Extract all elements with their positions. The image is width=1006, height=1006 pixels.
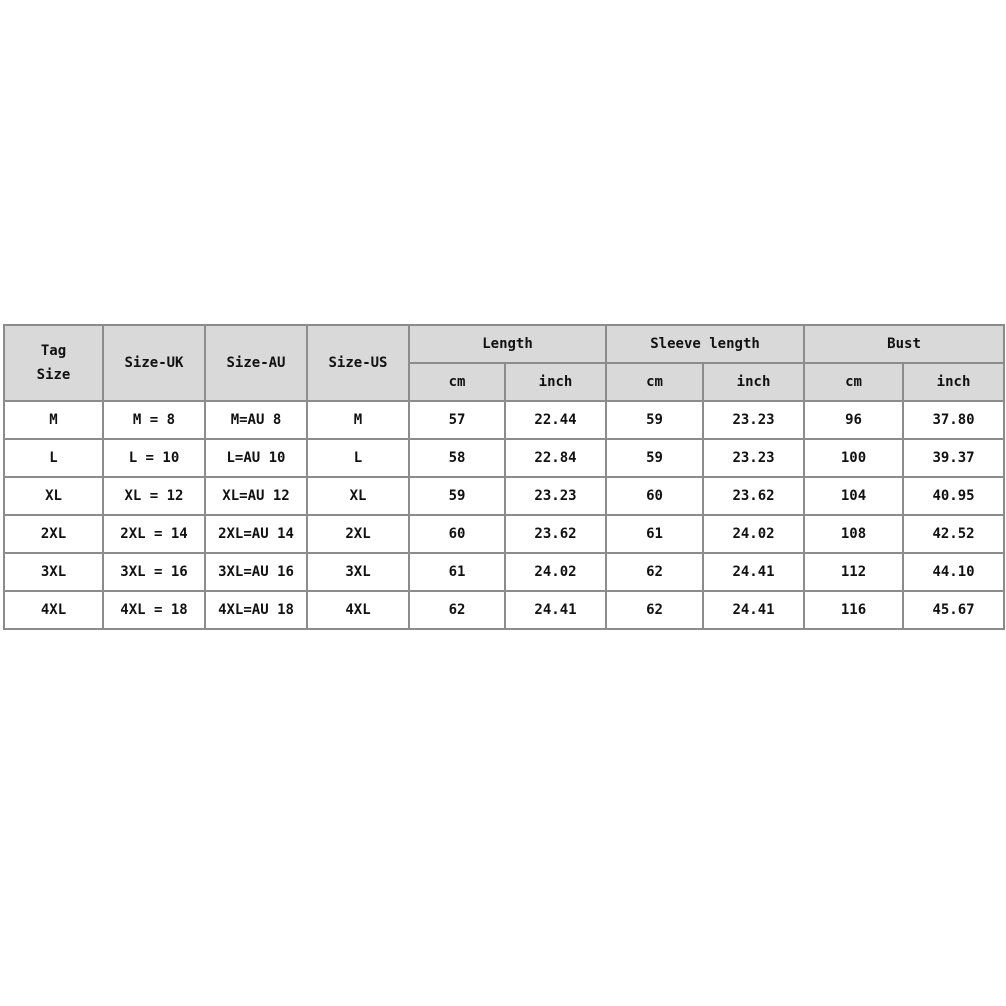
cell-tag-size: M bbox=[4, 401, 103, 439]
cell-length-inch: 24.02 bbox=[505, 553, 606, 591]
cell-bust-inch: 37.80 bbox=[903, 401, 1004, 439]
cell-length-inch: 24.41 bbox=[505, 591, 606, 629]
cell-length-cm: 62 bbox=[409, 591, 505, 629]
cell-size-au: XL=AU 12 bbox=[205, 477, 307, 515]
header-size-au: Size-AU bbox=[205, 325, 307, 401]
cell-sleeve-inch: 23.23 bbox=[703, 439, 804, 477]
cell-bust-inch: 44.10 bbox=[903, 553, 1004, 591]
cell-size-au: M=AU 8 bbox=[205, 401, 307, 439]
cell-length-cm: 61 bbox=[409, 553, 505, 591]
cell-sleeve-cm: 62 bbox=[606, 591, 703, 629]
header-row-top bbox=[4, 325, 1004, 363]
cell-length-inch: 23.23 bbox=[505, 477, 606, 515]
cell-tag-size: L bbox=[4, 439, 103, 477]
cell-size-uk: 3XL = 16 bbox=[103, 553, 205, 591]
cell-sleeve-cm: 62 bbox=[606, 553, 703, 591]
cell-length-cm: 59 bbox=[409, 477, 505, 515]
cell-tag-size: 4XL bbox=[4, 591, 103, 629]
cell-size-uk: 4XL = 18 bbox=[103, 591, 205, 629]
cell-size-au: L=AU 10 bbox=[205, 439, 307, 477]
cell-bust-cm: 100 bbox=[804, 439, 903, 477]
cell-bust-inch: 39.37 bbox=[903, 439, 1004, 477]
cell-size-us: M bbox=[307, 401, 409, 439]
cell-sleeve-inch: 23.23 bbox=[703, 401, 804, 439]
cell-sleeve-cm: 59 bbox=[606, 439, 703, 477]
cell-size-au: 3XL=AU 16 bbox=[205, 553, 307, 591]
header-bust-cm: cm bbox=[804, 363, 903, 401]
header-sleeve-cm: cm bbox=[606, 363, 703, 401]
header-size-uk: Size-UK bbox=[103, 325, 205, 401]
cell-tag-size: 2XL bbox=[4, 515, 103, 553]
header-tag-size bbox=[4, 325, 103, 401]
cell-bust-inch: 45.67 bbox=[903, 591, 1004, 629]
table-row bbox=[4, 439, 1004, 477]
cell-length-inch: 22.44 bbox=[505, 401, 606, 439]
cell-length-cm: 60 bbox=[409, 515, 505, 553]
cell-size-au: 2XL=AU 14 bbox=[205, 515, 307, 553]
cell-bust-inch: 42.52 bbox=[903, 515, 1004, 553]
cell-bust-cm: 112 bbox=[804, 553, 903, 591]
header-length: Length bbox=[409, 325, 606, 363]
cell-bust-cm: 108 bbox=[804, 515, 903, 553]
cell-size-uk: 2XL = 14 bbox=[103, 515, 205, 553]
cell-sleeve-inch: 24.02 bbox=[703, 515, 804, 553]
size-chart-table bbox=[3, 324, 1005, 630]
cell-tag-size: 3XL bbox=[4, 553, 103, 591]
header-length-inch: inch bbox=[505, 363, 606, 401]
cell-bust-inch: 40.95 bbox=[903, 477, 1004, 515]
cell-length-inch: 22.84 bbox=[505, 439, 606, 477]
header-tag-size-line2: Size bbox=[36, 367, 71, 383]
table-row bbox=[4, 515, 1004, 553]
header-sleeve-inch: inch bbox=[703, 363, 804, 401]
cell-size-us: 2XL bbox=[307, 515, 409, 553]
cell-size-uk: L = 10 bbox=[103, 439, 205, 477]
cell-bust-cm: 96 bbox=[804, 401, 903, 439]
cell-length-inch: 23.62 bbox=[505, 515, 606, 553]
header-length-cm: cm bbox=[409, 363, 505, 401]
cell-size-us: 4XL bbox=[307, 591, 409, 629]
table-row bbox=[4, 553, 1004, 591]
cell-size-us: 3XL bbox=[307, 553, 409, 591]
cell-size-uk: XL = 12 bbox=[103, 477, 205, 515]
header-sleeve-length: Sleeve length bbox=[606, 325, 804, 363]
table-row bbox=[4, 401, 1004, 439]
header-bust: Bust bbox=[804, 325, 1004, 363]
header-tag-size-line1: Tag bbox=[40, 343, 67, 359]
cell-tag-size: XL bbox=[4, 477, 103, 515]
table-row bbox=[4, 591, 1004, 629]
cell-bust-cm: 104 bbox=[804, 477, 903, 515]
cell-length-cm: 58 bbox=[409, 439, 505, 477]
table-row bbox=[4, 477, 1004, 515]
cell-sleeve-inch: 23.62 bbox=[703, 477, 804, 515]
cell-size-uk: M = 8 bbox=[103, 401, 205, 439]
cell-bust-cm: 116 bbox=[804, 591, 903, 629]
cell-sleeve-cm: 60 bbox=[606, 477, 703, 515]
cell-size-au: 4XL=AU 18 bbox=[205, 591, 307, 629]
cell-length-cm: 57 bbox=[409, 401, 505, 439]
header-bust-inch: inch bbox=[903, 363, 1004, 401]
cell-sleeve-inch: 24.41 bbox=[703, 553, 804, 591]
cell-size-us: L bbox=[307, 439, 409, 477]
cell-sleeve-inch: 24.41 bbox=[703, 591, 804, 629]
cell-size-us: XL bbox=[307, 477, 409, 515]
header-size-us: Size-US bbox=[307, 325, 409, 401]
cell-sleeve-cm: 61 bbox=[606, 515, 703, 553]
cell-sleeve-cm: 59 bbox=[606, 401, 703, 439]
